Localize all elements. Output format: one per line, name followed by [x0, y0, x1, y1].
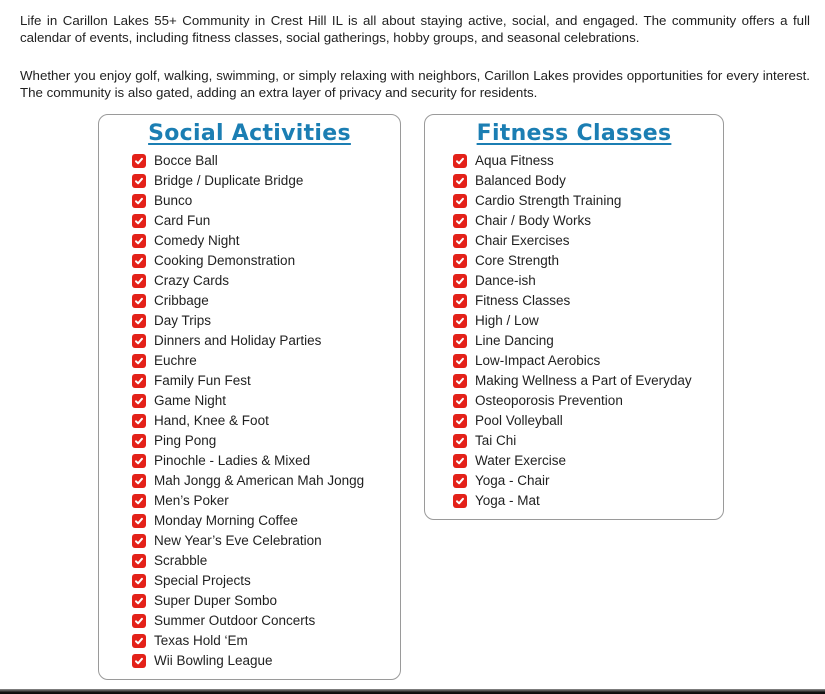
checked-checkbox-icon	[453, 254, 467, 268]
activity-cards-row	[98, 114, 825, 680]
checked-checkbox-icon	[453, 194, 467, 208]
list-item	[453, 431, 719, 451]
list-item	[132, 471, 396, 491]
checked-checkbox-icon	[453, 334, 467, 348]
intro-section	[20, 12, 810, 101]
list-item	[132, 551, 396, 571]
social-activities-list	[99, 151, 400, 679]
list-item	[132, 151, 396, 171]
list-item-label: Low-Impact Aerobics	[475, 353, 601, 368]
checked-checkbox-icon	[453, 494, 467, 508]
list-item-label: Yoga - Mat	[475, 493, 540, 508]
list-item	[132, 511, 396, 531]
checked-checkbox-icon	[132, 214, 146, 228]
fitness-classes-list	[425, 151, 723, 519]
checked-checkbox-icon	[453, 394, 467, 408]
checked-checkbox-icon	[132, 594, 146, 608]
list-item	[132, 331, 396, 351]
checked-checkbox-icon	[132, 294, 146, 308]
list-item-label: Hand, Knee & Foot	[154, 413, 269, 428]
list-item	[132, 571, 396, 591]
list-item	[453, 251, 719, 271]
list-item	[453, 271, 719, 291]
checked-checkbox-icon	[453, 154, 467, 168]
list-item	[453, 331, 719, 351]
list-item	[132, 271, 396, 291]
intro-paragraph-1: Life in Carillon Lakes 55+ Community in Crest Hill IL is all about staying active, social, and engaged. The community offers a full calendar of events, including fitness classes, social gatherings, hobby groups, and seasonal celebrations.	[20, 13, 810, 45]
list-item-label: Wii Bowling League	[154, 653, 273, 668]
checked-checkbox-icon	[132, 254, 146, 268]
list-item-label: Dinners and Holiday Parties	[154, 333, 322, 348]
page	[0, 12, 825, 680]
checked-checkbox-icon	[132, 634, 146, 648]
checked-checkbox-icon	[132, 614, 146, 628]
list-item	[132, 211, 396, 231]
list-item-label: Comedy Night	[154, 233, 240, 248]
list-item-label: Mah Jongg & American Mah Jongg	[154, 473, 365, 488]
list-item	[132, 171, 396, 191]
social-activities-card	[98, 114, 401, 680]
list-item-label: Cribbage	[154, 293, 209, 308]
checked-checkbox-icon	[132, 474, 146, 488]
intro-paragraph-2: Whether you enjoy golf, walking, swimming, or simply relaxing with neighbors, Carillon Lakes provides opportunities for every interest. The community is also gated, adding an extra layer of privacy and security for residents.	[20, 68, 810, 100]
list-item	[453, 231, 719, 251]
checked-checkbox-icon	[453, 374, 467, 388]
list-item-label: Family Fun Fest	[154, 373, 251, 388]
list-item	[453, 171, 719, 191]
list-item-label: Crazy Cards	[154, 273, 230, 288]
list-item-label: Special Projects	[154, 573, 251, 588]
list-item	[132, 371, 396, 391]
list-item-label: Super Duper Sombo	[154, 593, 278, 608]
list-item-label: Summer Outdoor Concerts	[154, 613, 316, 628]
list-item-label: Day Trips	[154, 313, 212, 328]
list-item-label: Chair / Body Works	[475, 213, 592, 228]
checked-checkbox-icon	[132, 334, 146, 348]
list-item-label: Game Night	[154, 393, 227, 408]
checked-checkbox-icon	[132, 414, 146, 428]
list-item-label: Fitness Classes	[475, 293, 571, 308]
checked-checkbox-icon	[132, 494, 146, 508]
checked-checkbox-icon	[453, 174, 467, 188]
list-item-label: Cooking Demonstration	[154, 253, 296, 268]
checked-checkbox-icon	[453, 454, 467, 468]
list-item-label: Yoga - Chair	[475, 473, 550, 488]
checked-checkbox-icon	[132, 454, 146, 468]
list-item-label: Tai Chi	[475, 433, 517, 448]
list-item	[453, 471, 719, 491]
list-item	[132, 311, 396, 331]
list-item-label: Line Dancing	[475, 333, 554, 348]
list-item-label: Card Fun	[154, 213, 211, 228]
checked-checkbox-icon	[132, 154, 146, 168]
list-item-label: Bocce Ball	[154, 153, 218, 168]
list-item-label: Texas Hold ‘Em	[154, 633, 248, 648]
checked-checkbox-icon	[132, 194, 146, 208]
list-item	[132, 351, 396, 371]
list-item-label: Balanced Body	[475, 173, 566, 188]
list-item	[453, 411, 719, 431]
list-item	[132, 591, 396, 611]
list-item	[132, 231, 396, 251]
checked-checkbox-icon	[132, 574, 146, 588]
bottom-edge-bar	[0, 689, 825, 694]
list-item	[453, 151, 719, 171]
list-item	[453, 391, 719, 411]
list-item	[132, 191, 396, 211]
list-item	[453, 491, 719, 511]
checked-checkbox-icon	[132, 654, 146, 668]
fitness-classes-title: Fitness Classes	[476, 121, 672, 146]
list-item-label: Dance-ish	[475, 273, 536, 288]
list-item-label: Chair Exercises	[475, 233, 570, 248]
checked-checkbox-icon	[453, 414, 467, 428]
checked-checkbox-icon	[132, 434, 146, 448]
list-item	[453, 451, 719, 471]
list-item	[132, 431, 396, 451]
checked-checkbox-icon	[132, 234, 146, 248]
list-item-label: Pinochle - Ladies & Mixed	[154, 453, 311, 468]
checked-checkbox-icon	[132, 274, 146, 288]
list-item-label: New Year’s Eve Celebration	[154, 533, 322, 548]
list-item	[453, 311, 719, 331]
checked-checkbox-icon	[453, 214, 467, 228]
checked-checkbox-icon	[453, 274, 467, 288]
list-item	[453, 211, 719, 231]
list-item-label: Bunco	[154, 193, 193, 208]
checked-checkbox-icon	[132, 174, 146, 188]
list-item	[132, 531, 396, 551]
checked-checkbox-icon	[132, 374, 146, 388]
list-item-label: Water Exercise	[475, 453, 567, 468]
checked-checkbox-icon	[132, 394, 146, 408]
checked-checkbox-icon	[132, 354, 146, 368]
list-item-label: Osteoporosis Prevention	[475, 393, 623, 408]
checked-checkbox-icon	[132, 554, 146, 568]
list-item	[132, 391, 396, 411]
list-item	[453, 351, 719, 371]
list-item-label: Bridge / Duplicate Bridge	[154, 173, 304, 188]
list-item	[132, 251, 396, 271]
list-item-label: Euchre	[154, 353, 197, 368]
list-item	[132, 651, 396, 671]
checked-checkbox-icon	[132, 314, 146, 328]
list-item-label: Making Wellness a Part of Everyday	[475, 373, 692, 388]
list-item-label: Core Strength	[475, 253, 560, 268]
social-activities-title: Social Activities	[148, 121, 351, 146]
list-item-label: Cardio Strength Training	[475, 193, 622, 208]
list-item	[453, 191, 719, 211]
list-item-label: Ping Pong	[154, 433, 217, 448]
list-item-label: Monday Morning Coffee	[154, 513, 298, 528]
list-item-label: Men’s Poker	[154, 493, 229, 508]
checked-checkbox-icon	[453, 314, 467, 328]
list-item	[132, 611, 396, 631]
checked-checkbox-icon	[453, 474, 467, 488]
list-item-label: Aqua Fitness	[475, 153, 554, 168]
checked-checkbox-icon	[132, 534, 146, 548]
list-item-label: Scrabble	[154, 553, 208, 568]
list-item	[132, 631, 396, 651]
list-item	[132, 451, 396, 471]
list-item	[453, 291, 719, 311]
list-item	[453, 371, 719, 391]
checked-checkbox-icon	[453, 234, 467, 248]
list-item-label: Pool Volleyball	[475, 413, 563, 428]
list-item	[132, 491, 396, 511]
checked-checkbox-icon	[453, 294, 467, 308]
list-item-label: High / Low	[475, 313, 539, 328]
fitness-classes-card	[424, 114, 724, 520]
checked-checkbox-icon	[453, 434, 467, 448]
list-item	[132, 291, 396, 311]
checked-checkbox-icon	[453, 354, 467, 368]
checked-checkbox-icon	[132, 514, 146, 528]
list-item	[132, 411, 396, 431]
